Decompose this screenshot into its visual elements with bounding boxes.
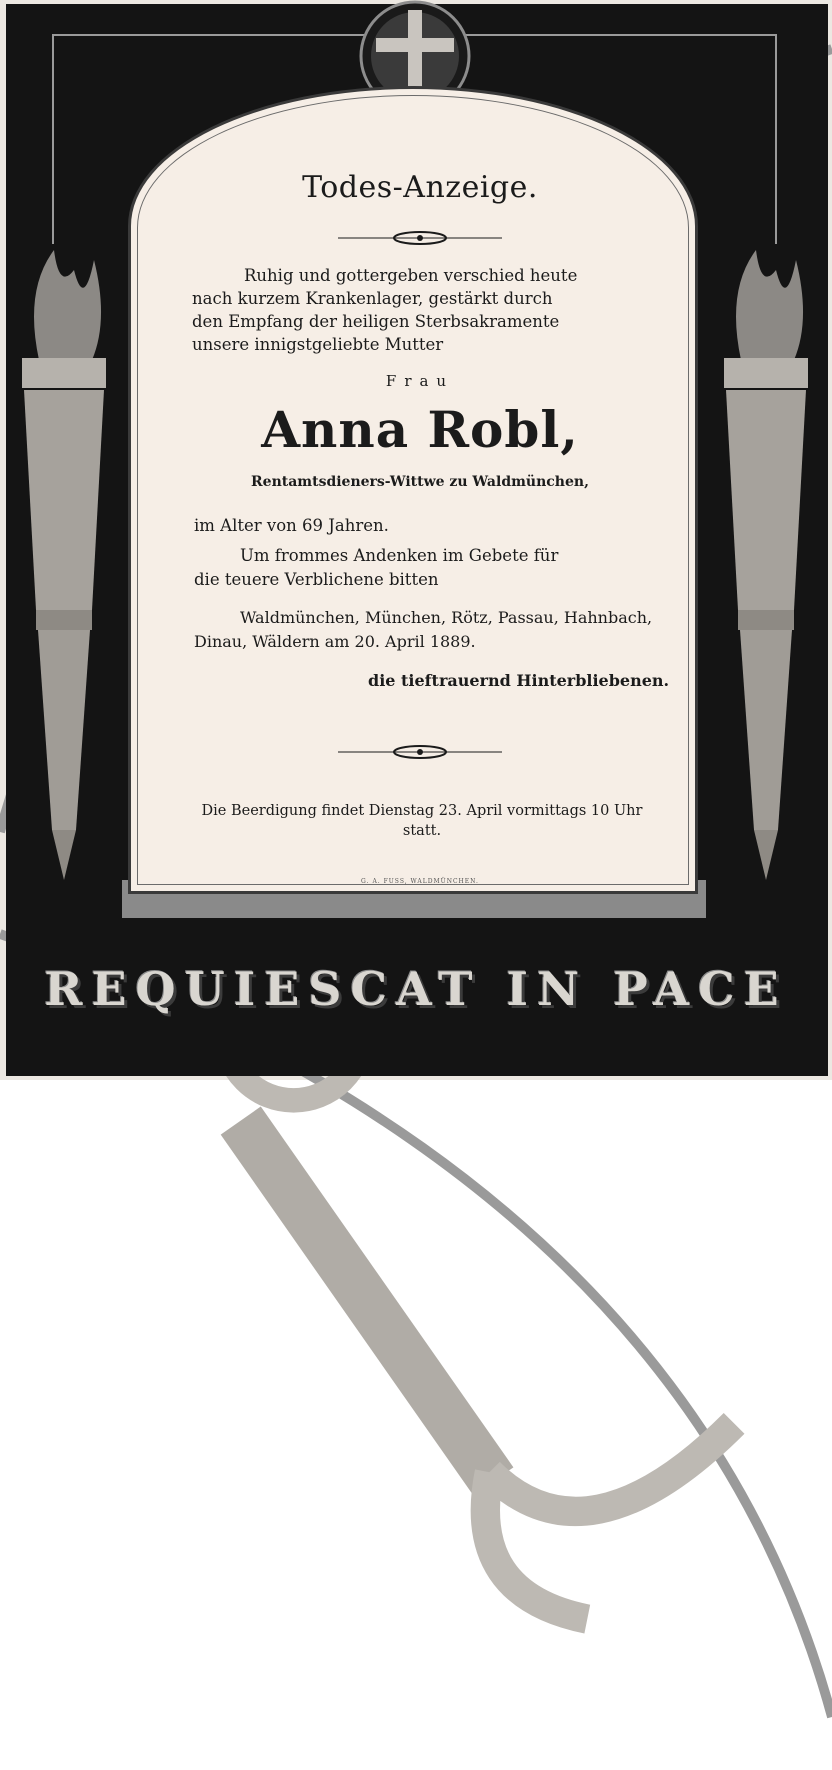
age-line: im Alter von 69 Jahren. (194, 516, 389, 535)
signature: die tieftrauernd Hinterbliebenen. (368, 671, 670, 690)
places-line: Dinau, Wäldern am 20. April 1889. (194, 632, 476, 651)
flourish-icon (338, 744, 502, 760)
plea-line: die teuere Verblichene bitten (194, 570, 439, 589)
flourish-icon (338, 230, 502, 246)
intro-line: den Empfang der heiligen Sterbsakramente (192, 312, 560, 331)
intro-line: nach kurzem Krankenlager, gestärkt durch (192, 289, 553, 308)
places-line: Waldmünchen, München, Rötz, Passau, Hahnbach, (240, 608, 653, 627)
requiescat-banner: REQUIESCAT IN PACE (44, 962, 788, 1016)
notice-panel (128, 86, 698, 894)
intro-line: unsere innigstgeliebte Mutter (192, 335, 444, 354)
printer-credit: G. A. FUSS, WALDMÜNCHEN. (361, 878, 479, 885)
panel-inner-border (137, 95, 689, 885)
plea-text (194, 544, 664, 592)
plea-line: Um frommes Andenken im Gebete für (240, 546, 559, 565)
notice-title: Todes-Anzeige. (302, 170, 538, 205)
deceased-name: Anna Robl, (261, 400, 579, 459)
torch-icon (716, 250, 816, 890)
salutation: Frau (385, 372, 455, 390)
intro-line: Ruhig und gottergeben verschied heute (244, 266, 578, 285)
occupation: Rentamtsdieners-Wittwe zu Waldmünchen, (251, 474, 589, 490)
funeral-notice: Die Beerdigung findet Dienstag 23. April vormittags 10 Uhr statt. (201, 803, 643, 839)
places-date (194, 606, 654, 654)
intro-text (192, 264, 662, 356)
torch-icon (14, 250, 114, 890)
